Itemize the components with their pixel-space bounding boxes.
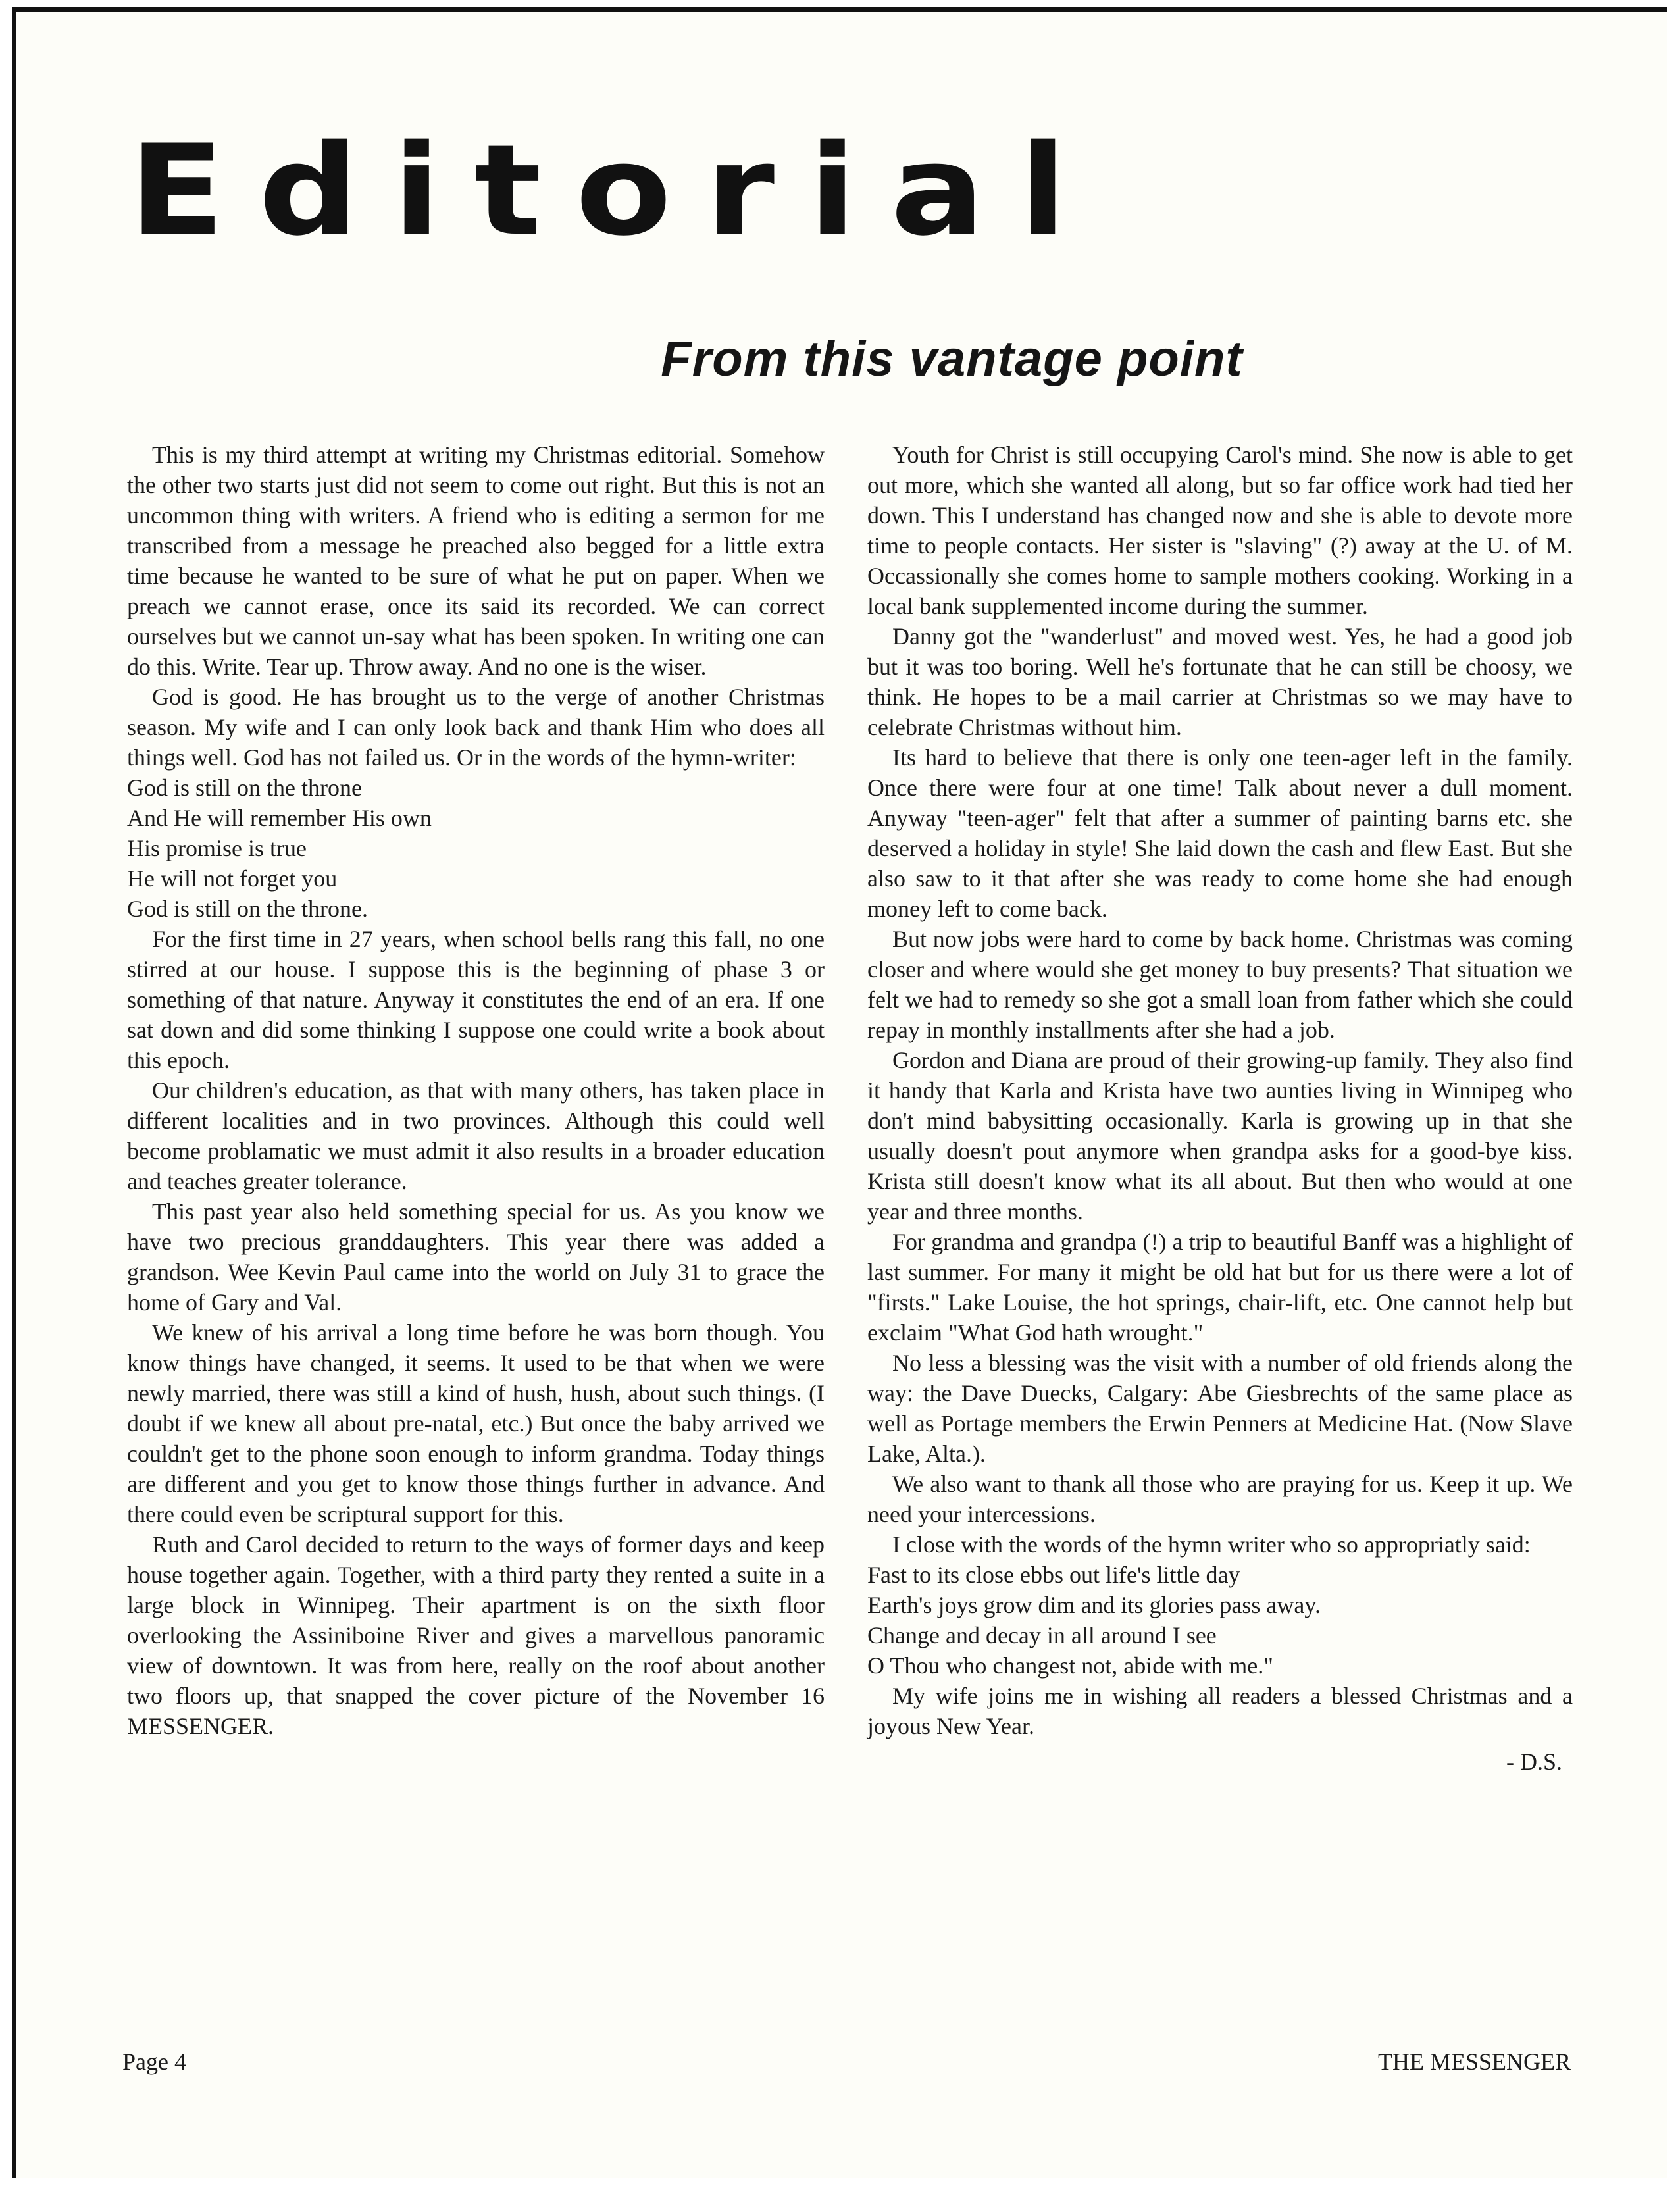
verse-line: God is still on the throne <box>127 775 362 801</box>
headline: From this vantage point <box>661 331 1243 387</box>
paragraph: Its hard to believe that there is only one teen-ager left in the family. Once there were four at one time! Talk about never a dull moment. Anyway "teen-ager" felt that after a summer of painting barns etc. she deserved a holiday in style! She laid down the cash and flew East. But she also saw to it that after she was ready to come home she had enough money left to come back. <box>867 744 1573 922</box>
verse-line: O Thou who changest not, abide with me." <box>867 1652 1273 1679</box>
verse-line: Change and decay in all around I see <box>867 1622 1217 1648</box>
publication-name: THE MESSENGER <box>1377 2049 1571 2075</box>
paragraph: Ruth and Carol decided to return to the ways of former days and keep house together again. Together, with a third party they rented a suite in a large block in Winnipeg. Their apartment is on the sixth floor overlooking the Assiniboine River and gives a marvellous panoramic view of downtown. It was from here, really on the roof about another two floors up, that snapped the cover picture of the November 16 MESSENGER. <box>127 1531 825 1739</box>
paragraph: No less a blessing was the visit with a number of old friends along the way: the Dave Duecks, Calgary: Abe Giesbrechts of the same place as well as Portage members the Erwin Penners at Medicine Hat. (Now Slave Lake, Alta.). <box>867 1350 1573 1467</box>
paragraph: God is good. He has brought us to the verge of another Christmas season. My wife and I can only look back and thank Him who does all things well. God has not failed us. Or in the words of the hymn-writer: <box>127 684 825 771</box>
paragraph: For grandma and grandpa (!) a trip to beautiful Banff was a highlight of last summer. For many it might be old hat but for us there were a lot of "firsts." Lake Louise, the hot springs, chair-lift, etc. One cannot help but exclaim "What God hath wrought." <box>867 1229 1573 1346</box>
paragraph: But now jobs were hard to come by back home. Christmas was coming closer and where would she get money to buy presents? That situation we felt we had to remedy so she got a small loan from father which she could repay in monthly installments after she had a job. <box>867 926 1573 1043</box>
signature: - D.S. <box>1506 1748 1562 1775</box>
verse-line: God is still on the throne. <box>127 896 368 922</box>
verse-line: He will not forget you <box>127 865 338 892</box>
page-number: Page 4 <box>122 2049 186 2075</box>
paragraph: I close with the words of the hymn writer who so appropriatly said: <box>892 1531 1531 1558</box>
verse-line: Earth's joys grow dim and its glories pass away. <box>867 1592 1321 1618</box>
paragraph: Youth for Christ is still occupying Carol's mind. She now is able to get out more, which she wanted all along, but so far office work had tied her down. This I understand has changed now and she is able to devote more time to people contacts. Her sister is "slaving" (?) away at the U. of M. Occassionally she comes home to sample mothers cooking. Working in a local bank supplemented income during the summer. <box>867 442 1573 619</box>
paragraph: For the first time in 27 years, when school bells rang this fall, no one stirred at our house. I suppose this is the beginning of phase 3 or something of that nature. Anyway it constitutes the end of an era. If one sat down and did some thinking I suppose one could write a book about this epoch. <box>127 926 825 1073</box>
paragraph: Danny got the "wanderlust" and moved west. Yes, he had a good job but it was too boring. Well he's fortunate that he can still be choosy, we think. He hopes to be a mail carrier at Christmas so we may have to celebrate Christmas without him. <box>867 623 1573 740</box>
right-column <box>867 440 1573 1777</box>
paragraph: My wife joins me in wishing all readers a blessed Christmas and a joyous New Year. <box>867 1683 1573 1739</box>
paragraph: We also want to thank all those who are praying for us. Keep it up. We need your intercessions. <box>867 1471 1573 1527</box>
left-column <box>127 440 825 1741</box>
paragraph: Gordon and Diana are proud of their growing-up family. They also find it handy that Karla and Krista have two aunties living in Winnipeg who don't mind babysitting occasionally. Karla is growing up in that she usually doesn't pout anymore when grandpa asks for a good-bye kiss. Krista still doesn't know what its all about. But then who would at one year and three months. <box>867 1047 1573 1225</box>
paragraph: We knew of his arrival a long time before he was born though. You know things have changed, it seems. It used to be that when we were newly married, there was still a kind of hush, hush, about such things. (I doubt if we knew all about pre-natal, etc.) But once the baby arrived we couldn't get to the phone soon enough to inform grandma. Today things are different and you get to know those things further in advance. And there could even be scriptural support for this. <box>127 1319 825 1527</box>
verse-line: His promise is true <box>127 835 307 861</box>
paragraph: This is my third attempt at writing my Christmas editorial. Somehow the other two starts just did not seem to come out right. But this is not an uncommon thing with writers. A friend who is editing a sermon for me transcribed from a message he preached also begged for a little extra time because he wanted to be sure of what he put on paper. When we preach we cannot erase, once its said its recorded. We can correct ourselves but we cannot un-say what has been spoken. In writing one can do this. Write. Tear up. Throw away. And no one is the wiser. <box>127 442 825 680</box>
paragraph: This past year also held something special for us. As you know we have two precious granddaughters. This year there was added a grandson. Wee Kevin Paul came into the world on July 31 to grace the home of Gary and Val. <box>127 1198 825 1315</box>
verse-line: Fast to its close ebbs out life's little day <box>867 1562 1240 1588</box>
paragraph: Our children's education, as that with many others, has taken place in different localities and in two provinces. Although this could well become problamatic we must admit it also results in a broader education and teaches greater tolerance. <box>127 1077 825 1194</box>
verse-line: And He will remember His own <box>127 805 432 831</box>
masthead: Editorial <box>129 118 1101 263</box>
